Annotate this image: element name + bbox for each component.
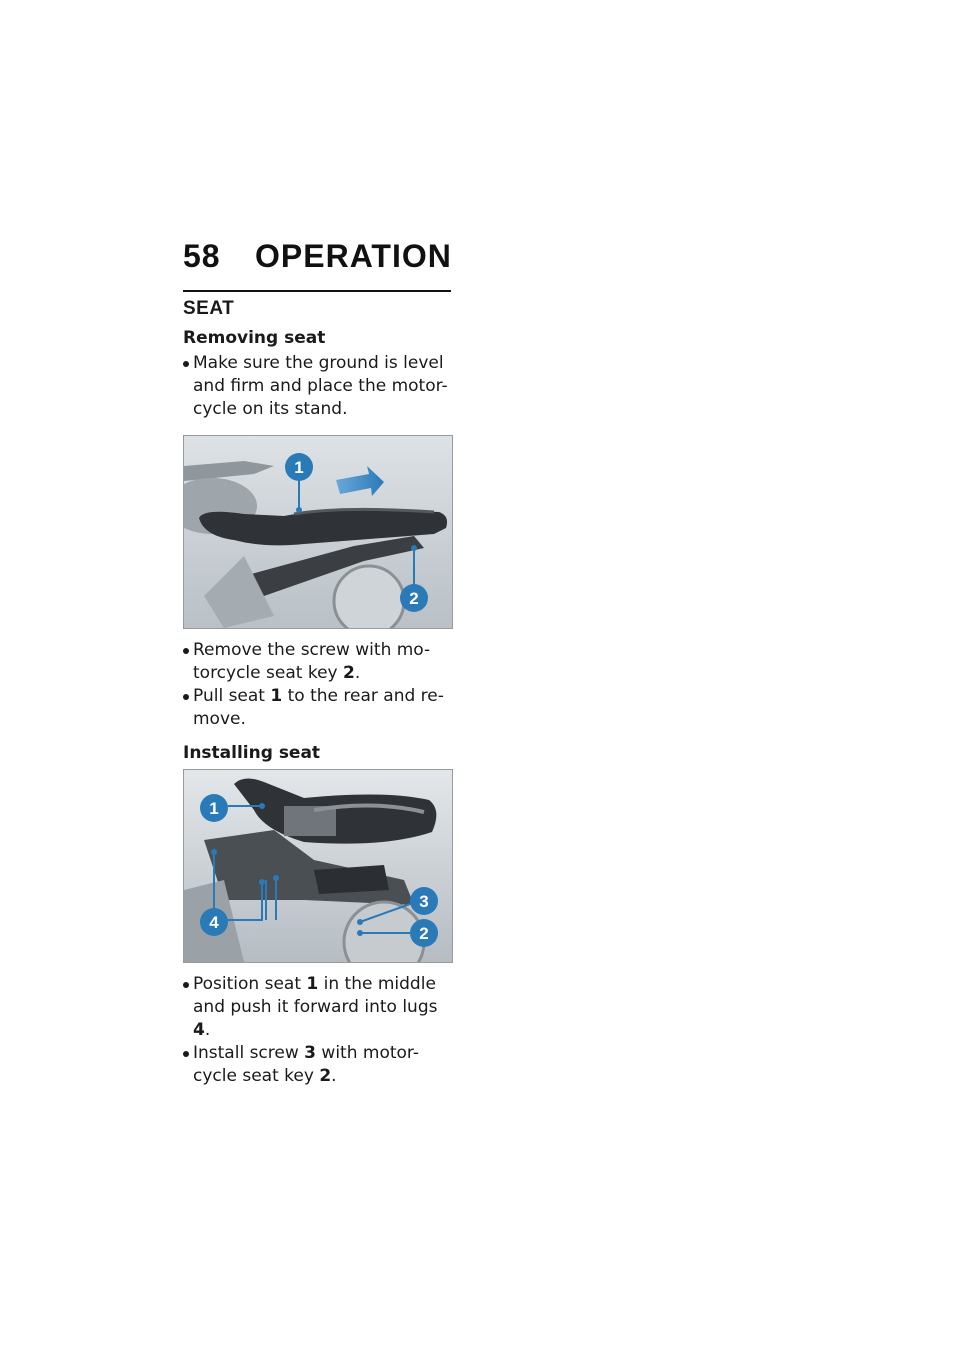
chapter-title: OPERATION [255,238,452,274]
page-header [183,238,453,275]
page-number: 58 [183,238,221,274]
figure2-callout-4: 4 [209,913,219,932]
installing-step-2: Install screw 3 with motor-cycle seat key 2. [183,1042,451,1088]
removing-step-2: Remove the screw with mo-torcycle seat key 2. [183,639,451,685]
removing-step-1: Make sure the ground is level and firm and place the motor-cycle on its stand. [183,352,451,421]
figure1-callout-1: 1 [294,458,304,477]
section-divider [183,290,451,292]
installing-seat-heading: Installing seat [183,743,321,763]
section-title: SEAT [183,298,235,319]
figure2-callout-1: 1 [209,799,219,818]
removing-seat-figure [183,435,453,629]
figure2-callout-3: 3 [419,892,429,911]
removing-seat-heading: Removing seat [183,328,326,348]
installing-step-1: Position seat 1 in the middle and push it forward into lugs 4. [183,973,451,1042]
figure2-callout-2: 2 [419,924,429,943]
figure1-callout-2: 2 [409,589,419,608]
page-content [183,290,451,1088]
removing-step-3: Pull seat 1 to the rear and re-move. [183,685,451,731]
installing-seat-figure [183,769,453,963]
